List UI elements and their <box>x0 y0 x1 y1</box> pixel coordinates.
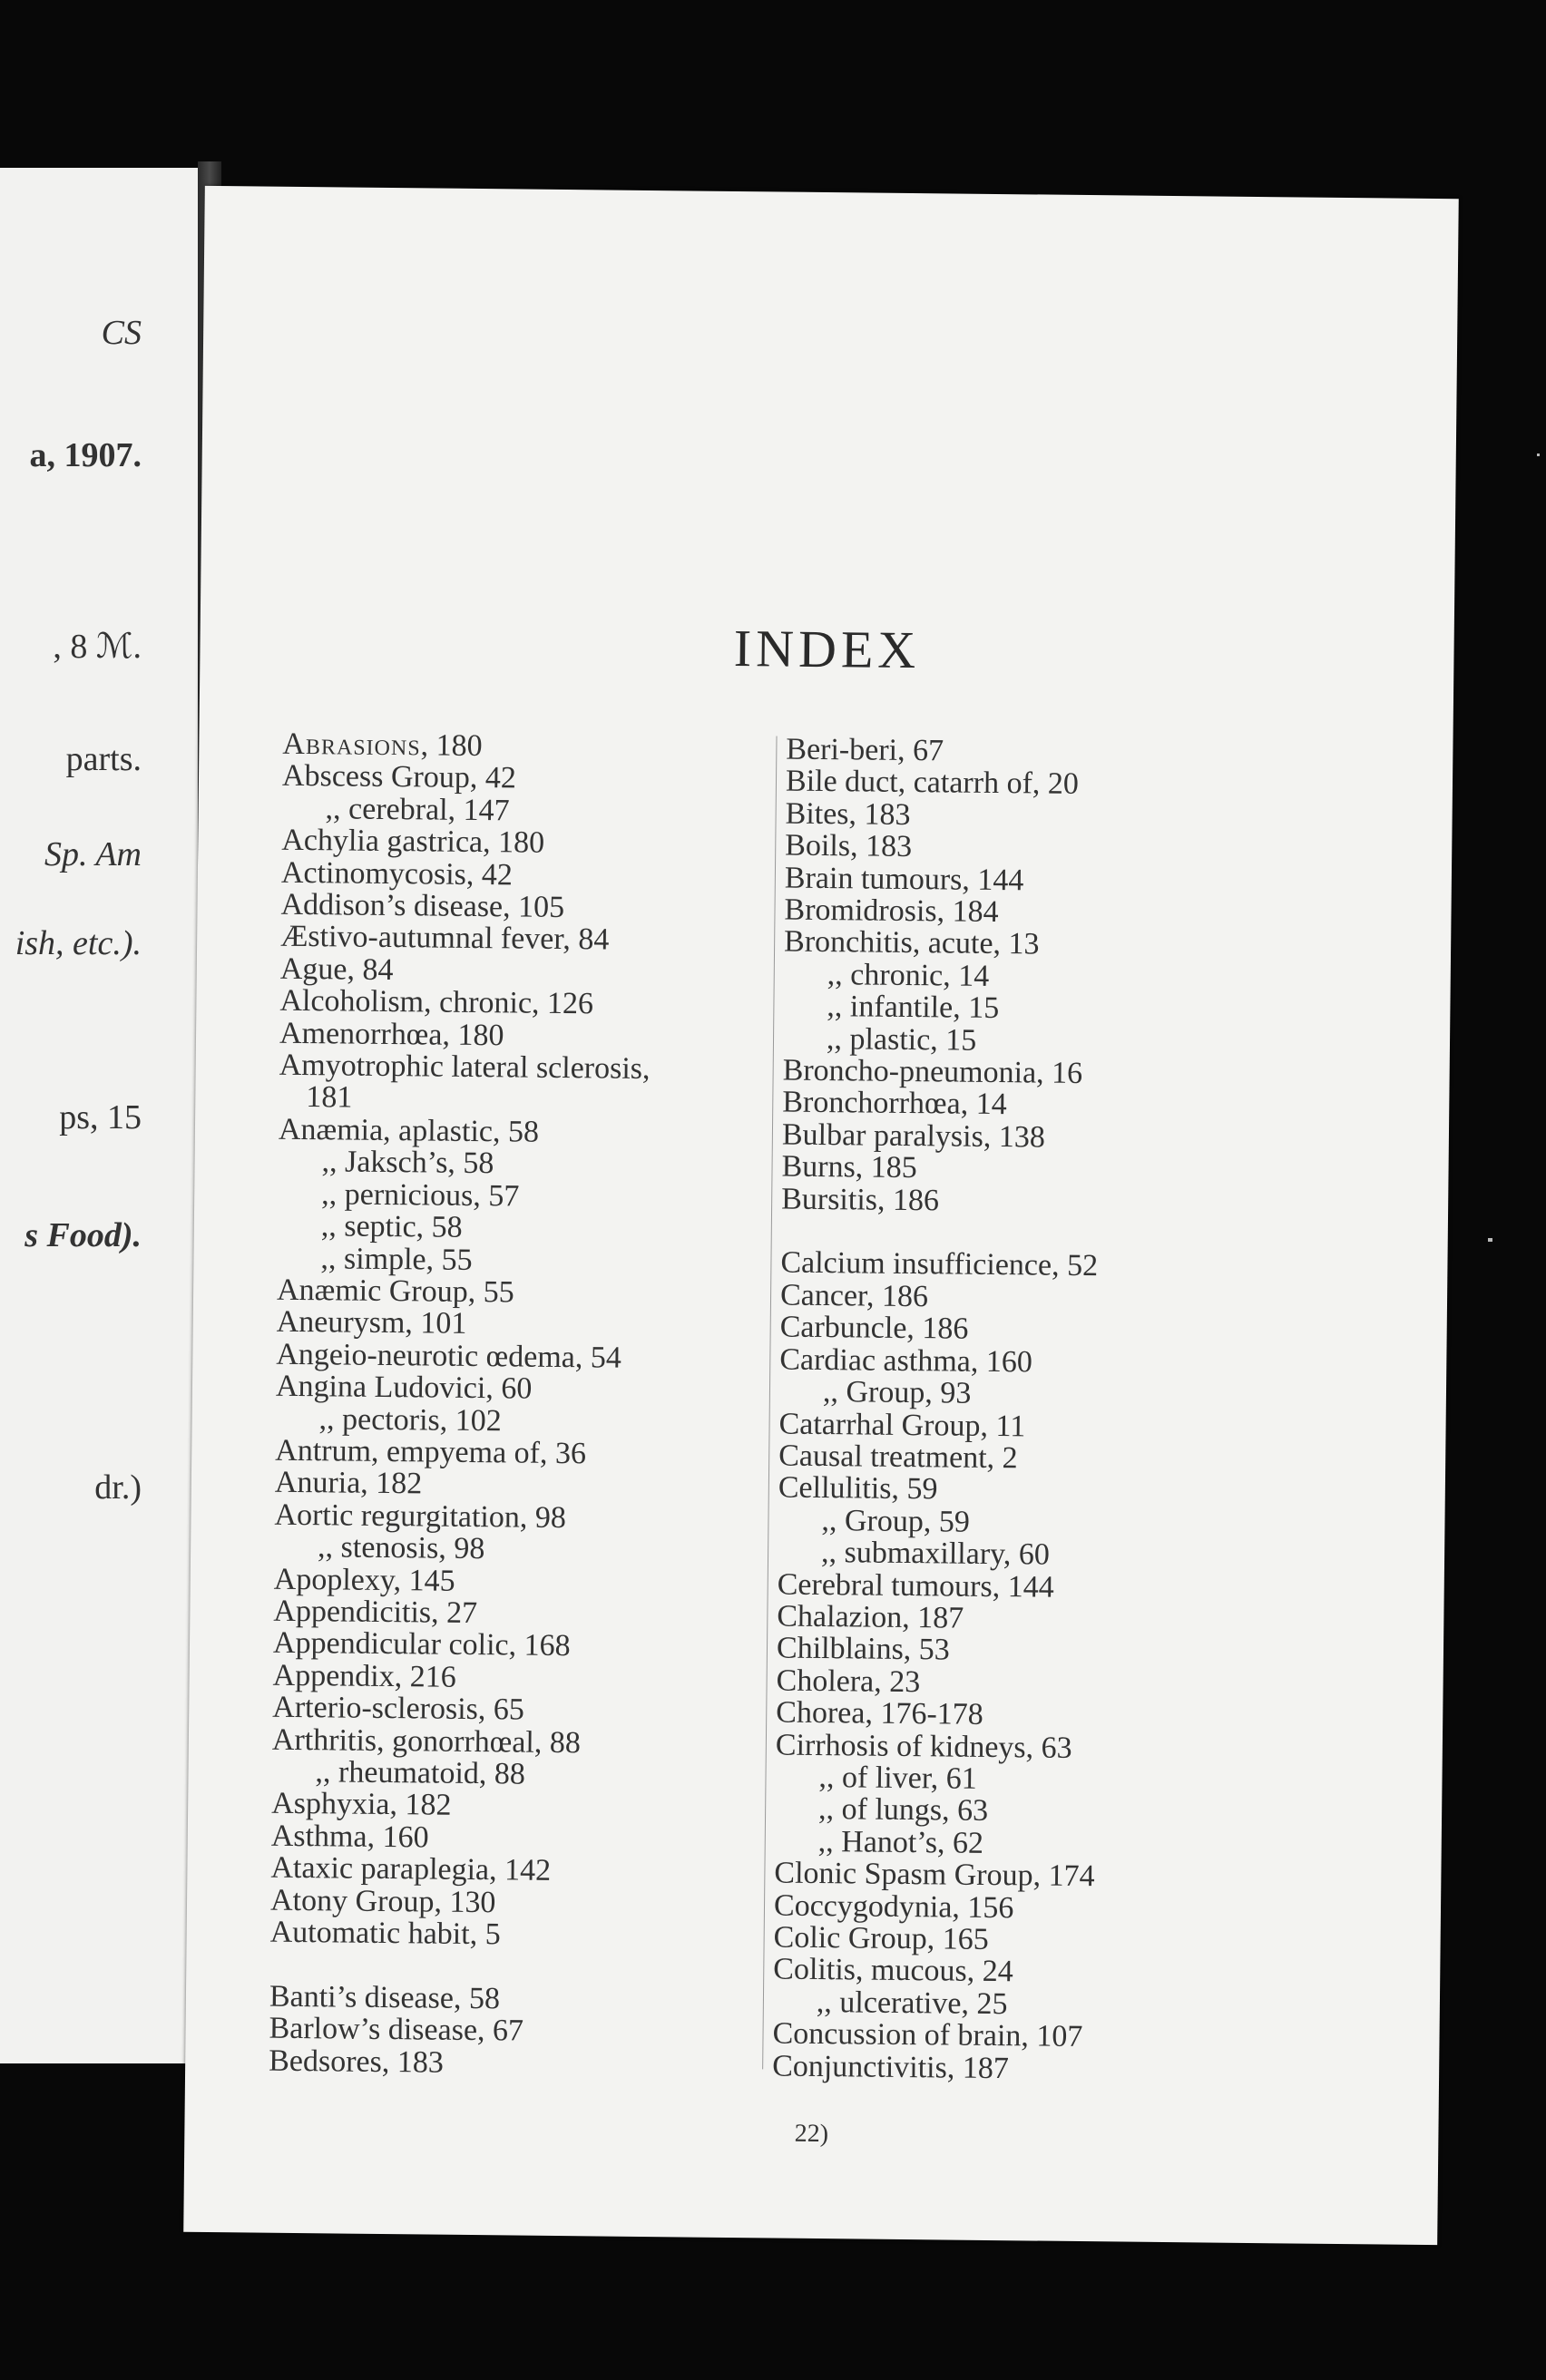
index-entry: ,, rheumatoid, 88 <box>315 1755 526 1791</box>
index-entry: Æstivo-autumnal fever, 84 <box>279 920 610 957</box>
index-entry: Angeio-neurotic œdema, 54 <box>276 1337 622 1375</box>
facing-page-text: CS <box>101 314 142 352</box>
index-entry: Barlow’s disease, 67 <box>269 2011 524 2048</box>
index-entry: Cirrhosis of kidneys, 63 <box>775 1728 1072 1765</box>
index-entry: ,, Group, 93 <box>822 1375 972 1410</box>
index-entry: Anæmia, aplastic, 58 <box>278 1112 540 1149</box>
index-entry: Atony Group, 130 <box>269 1883 496 1919</box>
index-entry: Brain tumours, 144 <box>784 861 1024 897</box>
index-entry: Bulbar paralysis, 138 <box>781 1117 1046 1155</box>
index-entry: Asthma, 160 <box>270 1819 429 1855</box>
index-entry: Carbuncle, 186 <box>779 1310 969 1347</box>
index-entry: Bedsores, 183 <box>269 2043 445 2080</box>
index-entry: ,, septic, 58 <box>320 1209 463 1244</box>
index-entry: Appendicular colic, 168 <box>272 1626 571 1663</box>
index-entry: Appendicitis, 27 <box>273 1594 478 1631</box>
index-entry: Automatic habit, 5 <box>269 1915 501 1952</box>
index-entry: Banti’s disease, 58 <box>269 1979 501 2016</box>
index-entry: ,, plastic, 15 <box>826 1021 977 1058</box>
index-entry: Cerebral tumours, 144 <box>777 1567 1054 1605</box>
index-entry: Bites, 183 <box>785 796 911 832</box>
index-entry: Aneurysm, 101 <box>276 1305 467 1341</box>
index-entry: ,, infantile, 15 <box>827 990 1000 1026</box>
index-entry: Coccygodynia, 156 <box>773 1888 1014 1925</box>
index-entry: ,, Group, 59 <box>821 1503 971 1539</box>
index-entry: Anuria, 182 <box>274 1466 423 1501</box>
index-entry: Chalazion, 187 <box>777 1599 964 1635</box>
index-entry: Anæmic Group, 55 <box>276 1273 514 1310</box>
index-entry: Appendix, 216 <box>272 1658 456 1694</box>
page-title: INDEX <box>733 618 921 680</box>
index-entry: Colitis, mucous, 24 <box>773 1952 1013 1989</box>
index-column-left <box>269 728 791 2082</box>
facing-page-text: dr.) <box>94 1468 142 1507</box>
index-entry: Aortic regurgitation, 98 <box>274 1497 567 1535</box>
index-entry: Burns, 185 <box>781 1149 917 1185</box>
index-entry: Addison’s disease, 105 <box>280 887 565 925</box>
index-entry: ,, Jaksch’s, 58 <box>321 1145 494 1181</box>
index-entry: Cellulitis, 59 <box>778 1470 938 1507</box>
index-entry: ,, of lungs, 63 <box>817 1792 989 1829</box>
index-entry: Achylia gastrica, 180 <box>281 823 545 861</box>
facing-page-text: Sp. Am <box>44 835 142 873</box>
facing-page-text: ps, 15 <box>59 1098 142 1136</box>
index-entry: Broncho-pneumonia, 16 <box>782 1053 1083 1091</box>
index-entry: Amyotrophic lateral sclerosis, <box>279 1048 651 1087</box>
facing-page <box>0 168 198 2063</box>
index-entry: ,, chronic, 14 <box>827 957 990 993</box>
index-entry: Causal treatment, 2 <box>778 1439 1018 1476</box>
index-entry: ,, ulcerative, 25 <box>816 1985 1008 2022</box>
dust-speck <box>1537 454 1540 456</box>
index-entry: Cholera, 23 <box>776 1663 921 1699</box>
index-entry: Chilblains, 53 <box>776 1631 950 1667</box>
index-entry: Ague, 84 <box>279 951 394 987</box>
index-entry: Concussion of brain, 107 <box>772 2016 1083 2054</box>
index-entry: Arthritis, gonorrhœal, 88 <box>271 1722 582 1760</box>
index-column-right <box>772 734 1295 2088</box>
index-page <box>183 186 1459 2245</box>
index-entry: ,, pernicious, 57 <box>321 1176 520 1214</box>
index-entry: ,, of liver, 61 <box>818 1760 977 1796</box>
index-entry: Asphyxia, 182 <box>270 1787 452 1823</box>
index-entry: ,, Hanot’s, 62 <box>817 1824 984 1860</box>
index-entry: Cardiac asthma, 160 <box>779 1342 1033 1380</box>
index-entry: Arterio-sclerosis, 65 <box>272 1690 525 1727</box>
index-entry: Bile duct, catarrh of, 20 <box>785 764 1080 802</box>
facing-page-text: , 8 ℳ. <box>53 628 142 666</box>
facing-page-text: parts. <box>65 740 142 778</box>
facing-page-text: s Food). <box>24 1216 142 1254</box>
index-entry: ,, cerebral, 147 <box>325 792 510 828</box>
index-entry: Boils, 183 <box>785 828 913 864</box>
index-entry: Bronchorrhœa, 14 <box>782 1086 1007 1122</box>
page-number: 22) <box>794 2119 829 2149</box>
index-entry: Bronchitis, acute, 13 <box>783 924 1040 961</box>
index-entry: ,, pectoris, 102 <box>318 1401 502 1438</box>
index-entry: Beri-beri, 67 <box>786 732 944 768</box>
index-entry: Colic Group, 165 <box>773 1920 989 1956</box>
index-entry: Alcoholism, chronic, 126 <box>279 983 594 1021</box>
index-entry: ,, stenosis, 98 <box>317 1530 485 1566</box>
facing-page-text: ish, etc.). <box>15 924 142 962</box>
index-entry: Abscess Group, 42 <box>281 759 517 795</box>
index-entry: 181 <box>306 1080 353 1116</box>
index-entry: Bromidrosis, 184 <box>784 892 999 930</box>
index-entry: Angina Ludovici, 60 <box>275 1369 533 1406</box>
index-entry: Actinomycosis, 42 <box>280 855 514 892</box>
facing-page-text: a, 1907. <box>29 436 142 474</box>
index-entry: Catarrhal Group, 11 <box>778 1407 1026 1443</box>
index-entry: Conjunctivitis, 187 <box>771 2049 1010 2085</box>
index-entry: Abrasions, 180 <box>282 727 483 764</box>
index-entry: Clonic Spasm Group, 174 <box>774 1856 1095 1894</box>
index-entry: Amenorrhœa, 180 <box>279 1016 504 1052</box>
index-entry: Calcium insufficience, 52 <box>780 1246 1099 1283</box>
index-entry: Cancer, 186 <box>779 1278 929 1314</box>
index-entry: Antrum, empyema of, 36 <box>275 1433 587 1471</box>
index-entry: Chorea, 176-178 <box>776 1695 983 1732</box>
index-entry: Bursitis, 186 <box>780 1182 940 1218</box>
index-entry: Ataxic paraplegia, 142 <box>270 1850 552 1888</box>
index-entry: Apoplexy, 145 <box>273 1562 455 1598</box>
index-entry: ,, simple, 55 <box>320 1241 473 1277</box>
dust-speck <box>1488 1238 1492 1242</box>
index-entry: ,, submaxillary, 60 <box>820 1536 1051 1572</box>
